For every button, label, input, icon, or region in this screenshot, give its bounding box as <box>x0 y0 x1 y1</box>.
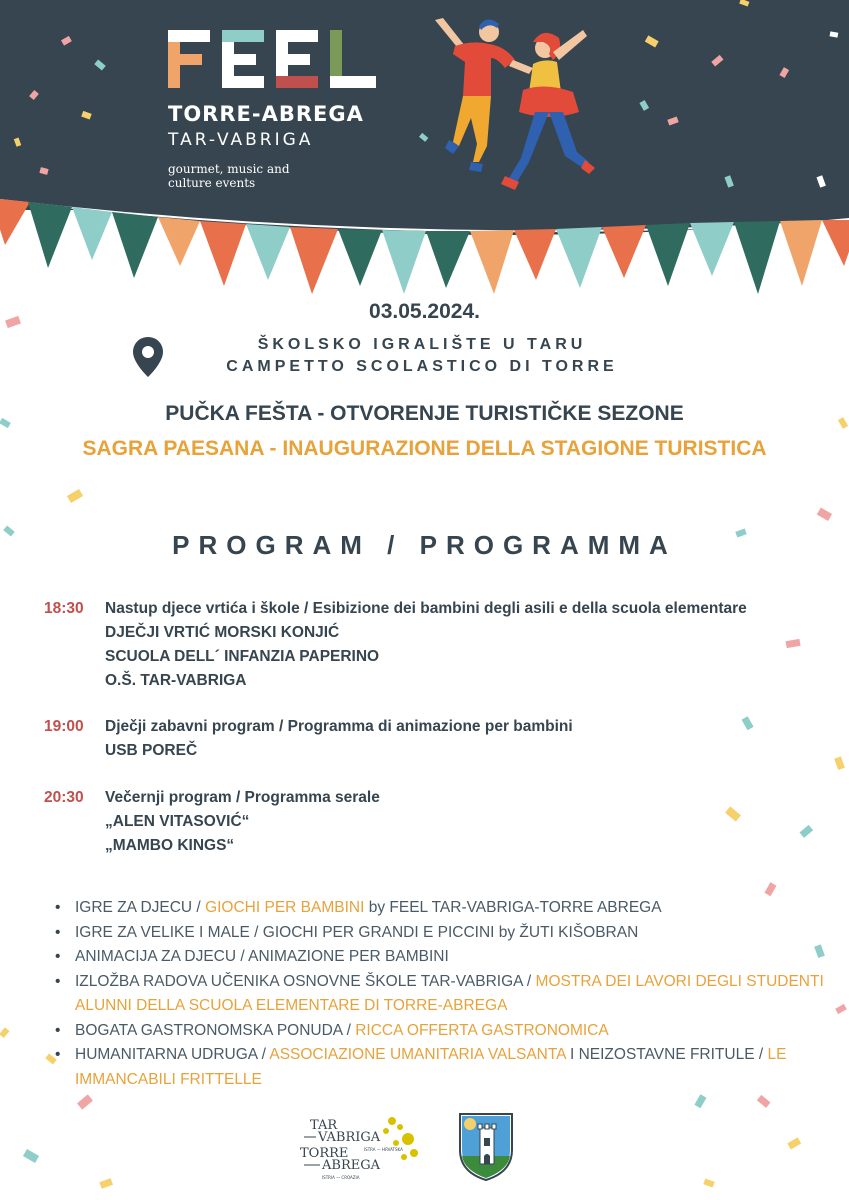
logo-line: VABRIGA <box>318 1130 381 1145</box>
program-heading: PROGRAM / PROGRAMMA <box>172 530 677 560</box>
list-item <box>55 1019 835 1044</box>
list-item <box>55 1043 835 1092</box>
program-time: 20:30 <box>44 789 84 806</box>
map-pin-icon <box>133 337 163 377</box>
program-item-1830 <box>44 600 844 700</box>
tar-vabriga-logo <box>300 1113 430 1190</box>
list-text: IGRE ZA VELIKE I MALE / GIOCHI PER GRANDI E PICCINI by ŽUTI KIŠOBRAN <box>75 923 639 941</box>
event-title-hr: PUČKA FEŠTA - OTVORENJE TURISTIČKE SEZONE <box>165 402 684 425</box>
list-text: by FEEL TAR-VABRIGA-TORRE ABREGA <box>364 899 662 916</box>
program-line: „ALEN VITASOVIĆ“ <box>105 813 250 830</box>
event-title-it: SAGRA PAESANA - INAUGURAZIONE DELLA STAGIONE TURISTICA <box>82 437 767 460</box>
list-text-it: GIOCHI PER BAMBINI <box>205 899 365 916</box>
feel-logo <box>168 30 382 93</box>
logo-line: TAR <box>310 1118 338 1133</box>
list-text: I NEIZOSTAVNE FRITULE / <box>565 1046 768 1063</box>
list-item <box>55 921 835 946</box>
list-text-it: MOSTRA DEI LAVORI DEGLI STUDENTI ALUNNI DELLA SCUOLA ELEMENTARE DI TORRE-ABREGA <box>75 972 824 1014</box>
location-hr: ŠKOLSKO IGRALIŠTE U TARU <box>257 336 587 353</box>
logo-line: TORRE <box>300 1146 349 1161</box>
list-text: IGRE ZA DJECU / <box>75 899 206 916</box>
program-line: Večernji program / Programma serale <box>105 789 380 806</box>
program-line: SCUOLA DELL´ INFANZIA PAPERINO <box>105 648 380 665</box>
coat-of-arms-icon <box>458 1112 514 1182</box>
location-it: CAMPETTO SCOLASTICO DI TORRE <box>226 358 618 375</box>
program-time: 19:00 <box>44 718 84 735</box>
program-line: Dječji zabavni program / Programma di animazione per bambini <box>105 718 573 735</box>
program-time: 18:30 <box>44 600 84 617</box>
activities-list <box>55 896 835 1092</box>
program-line: DJEČJI VRTIĆ MORSKI KONJIĆ <box>105 624 340 641</box>
event-date: 03.05.2024. <box>369 300 480 323</box>
logo-small-text: ISTRA — HRVATSKA <box>364 1147 403 1152</box>
logo-line: ABREGA <box>322 1158 380 1173</box>
bunting-flags <box>0 190 849 310</box>
list-text: ANIMACIJA ZA DJECU / ANIMAZIONE PER BAMBINI <box>75 948 449 965</box>
list-item <box>55 970 835 1019</box>
logo-tagline: gourmet, music and culture events <box>168 162 290 190</box>
list-text: HUMANITARNA UDRUGA / <box>75 1046 270 1063</box>
logo-small-text: ISTRIA — CROAZIA <box>322 1175 360 1180</box>
program-line: Nastup djece vrtića i škole / Esibizione dei bambini degli asili e della scuola elementare <box>105 600 747 617</box>
list-text-it: LE IMMANCABILI FRITTELLE <box>75 1046 787 1088</box>
dancers-illustration <box>425 12 605 202</box>
logo-subtitle-hr: TAR-VABRIGA <box>168 130 314 150</box>
program-line: USB POREČ <box>105 742 198 759</box>
tar-vabriga-logo-graphic <box>300 1113 430 1185</box>
logo-subtitle-it: TORRE-ABREGA <box>168 102 364 126</box>
list-text: IZLOŽBA RADOVA UČENIKA OSNOVNE ŠKOLE TAR-VABRIGA / <box>75 972 536 990</box>
list-text: BOGATA GASTRONOMSKA PONUDA / <box>75 1021 356 1039</box>
list-item <box>55 945 835 970</box>
feel-logo-letters <box>168 30 382 88</box>
list-item <box>55 896 835 921</box>
list-text-it: ASSOCIAZIONE UMANITARIA VALSANTA <box>269 1046 566 1063</box>
list-text-it: RICCA OFFERTA GASTRONOMICA <box>355 1021 609 1039</box>
program-line: O.Š. TAR-VABRIGA <box>105 672 247 689</box>
program-item-1900 <box>44 718 844 768</box>
program-line: „MAMBO KINGS“ <box>105 837 235 854</box>
program-item-2030 <box>44 789 844 861</box>
